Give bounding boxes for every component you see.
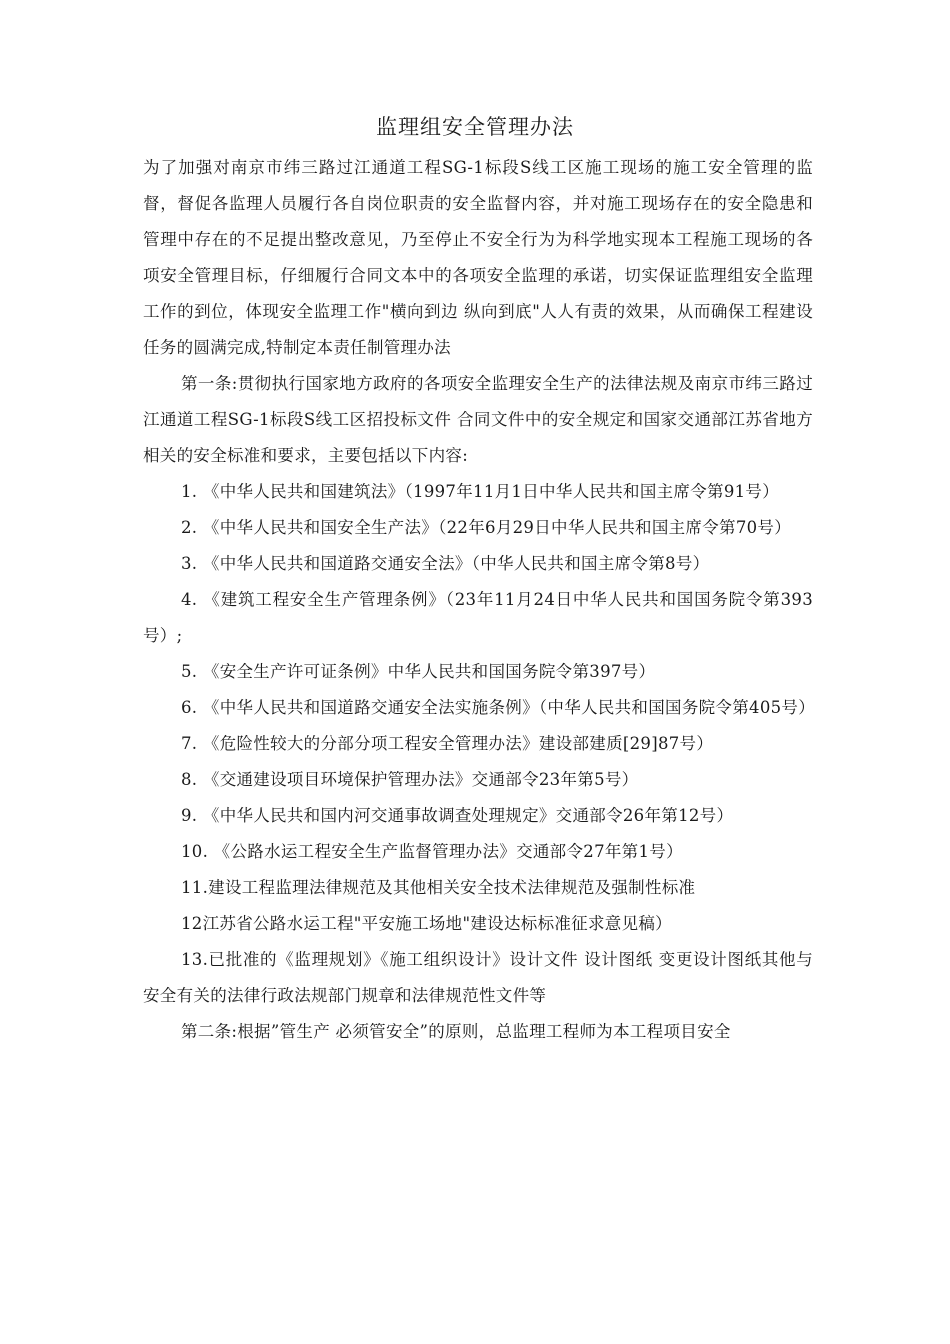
law-item-7: 7. 《危险性较大的分部分项工程安全管理办法》建设部建质[29]87号） [181, 734, 714, 753]
law-item-6: 6. 《中华人民共和国道路交通安全法实施条例》（中华人民共和国国务院令第405号） [181, 698, 816, 717]
document-body [143, 150, 816, 1050]
law-item-5: 5. 《安全生产许可证条例》中华人民共和国国务院令第397号） [181, 662, 656, 681]
law-item-12: 12江苏省公路水运工程"平安施工场地"建设达标标准征求意见稿） [181, 914, 672, 933]
law-item-3: 3. 《中华人民共和国道路交通安全法》（中华人民共和国主席令第8号） [181, 554, 710, 573]
law-item-9: 9. 《中华人民共和国内河交通事故调查处理规定》交通部令26年第12号） [181, 806, 734, 825]
article-2-paragraph: 第二条:根据”管生产 必须管安全”的原则，总监理工程师为本工程项目安全 [181, 1022, 731, 1041]
law-item-13: 13.已批准的《监理规划》《施工组织设计》设计文件 设计图纸 变更设计图纸其他与安全有关的法律行政法规部门规章和法律规范性文件等 [143, 950, 813, 1005]
law-item-10: 10. 《公路水运工程安全生产监督管理办法》交通部令27年第1号） [181, 842, 683, 861]
intro-paragraph: 为了加强对南京市纬三路过江通道工程SG-1标段S线工区施工现场的施工安全管理的监督，督促各监理人员履行各自岗位职责的安全监督内容，并对施工现场存在的安全隐患和管理中存在的不足提出整改意见，乃至停止不安全行为为科学地实现本工程施工现场的各项安全管理目标，仔细履行合同文本中的各项安全监理的承诺，切实保证监理组安全监理工作的到位，体现安全监理工作"横向到边 纵向到底"人人有责的效果，从而确保工程建设任务的圆满完成,特制定本责任制管理办法 [143, 158, 813, 357]
law-item-11: 11.建设工程监理法律规范及其他相关安全技术法律规范及强制性标准 [181, 878, 696, 897]
article-1-paragraph: 第一条:贯彻执行国家地方政府的各项安全监理安全生产的法律法规及南京市纬三路过江通道工程SG-1标段S线工区招投标文件 合同文件中的安全规定和国家交通部江苏省地方相关的安全标准和要求，主要包括以下内容: [143, 374, 813, 465]
law-item-8: 8. 《交通建设项目环境保护管理办法》交通部令23年第5号） [181, 770, 639, 789]
law-item-4: 4. 《建筑工程安全生产管理条例》（23年11月24日中华人民共和国国务院令第393号）; [143, 590, 813, 645]
law-item-2: 2. 《中华人民共和国安全生产法》（22年6月29日中华人民共和国主席令第70号） [181, 518, 792, 537]
document-title: 监理组安全管理办法 [376, 115, 574, 139]
law-item-1: 1. 《中华人民共和国建筑法》（1997年11月1日中华人民共和国主席令第91号） [181, 482, 780, 501]
